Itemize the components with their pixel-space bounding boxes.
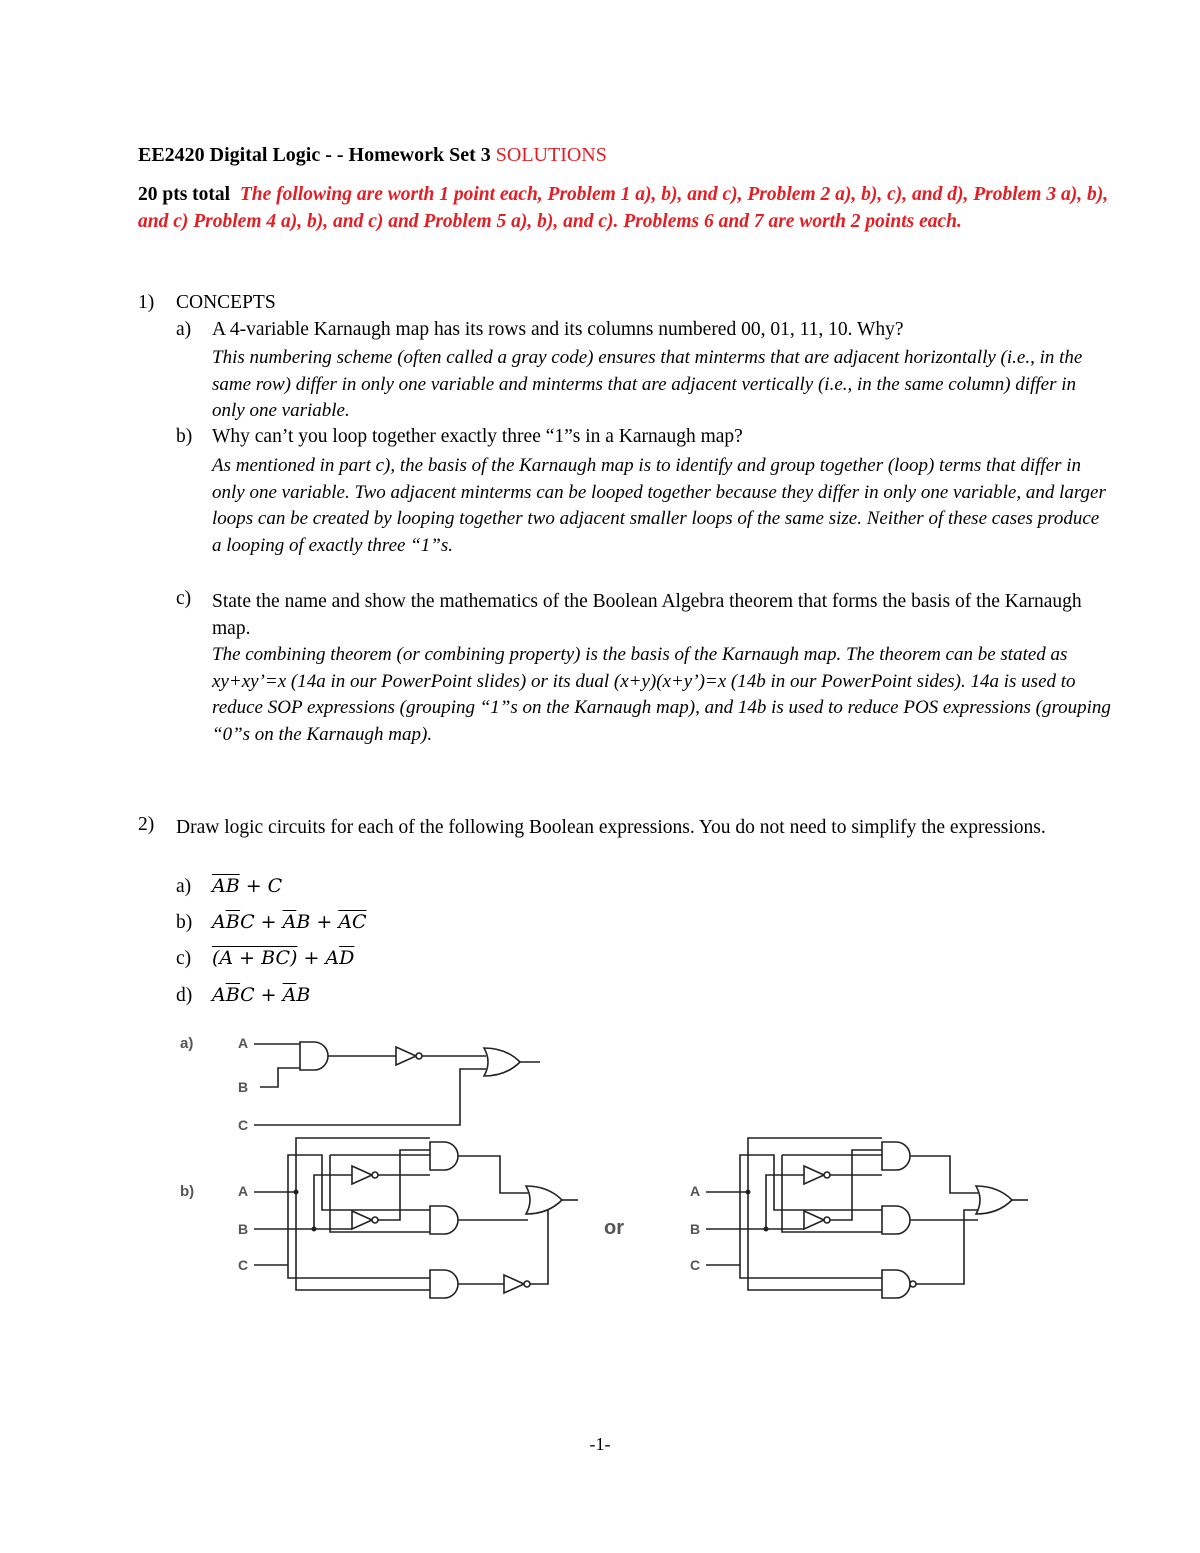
problem-1a-label: a)	[176, 319, 192, 340]
title-text: EE2420 Digital Logic - - Homework Set 3	[138, 144, 491, 166]
problem-2b-expression: $A\overline{B}C + \overline{A}B + \overline{AC}$	[212, 911, 367, 933]
problem-1a-question: A 4-variable Karnaugh map has its rows and its columns numbered 00, 01, 11, 10. Why?	[212, 319, 904, 340]
circuit-b-input-b: B	[238, 1221, 249, 1237]
circuit-a-or-gate	[484, 1048, 520, 1076]
circuit-b2-input-c: C	[690, 1257, 701, 1273]
points-detail: The following are worth 1 point each, Problem 1 a), b), and c), Problem 2 a), b), c), and d), Problem 3 a), b), and c) Problem 4 a), b), and c) and Problem 5 a), b), and c). Problems 6 and 7 are worth 2 points each.	[138, 184, 1109, 232]
problem-2-number: 2)	[138, 814, 155, 835]
problem-2a-expression: $\overline{AB} + C$	[212, 875, 283, 897]
circuit-a-input-c: C	[238, 1117, 249, 1133]
circuit-b2-nand	[882, 1270, 910, 1298]
circuit-b-inverter-2	[352, 1211, 378, 1229]
circuit-a-input-b: B	[238, 1079, 249, 1095]
problem-1b-label: b)	[176, 426, 193, 447]
circuit-b-and-3	[430, 1270, 458, 1298]
page-title	[138, 144, 607, 167]
problem-1-number: 1)	[138, 292, 155, 313]
circuit-b-and-1	[430, 1142, 458, 1170]
circuit-b-input-c: C	[238, 1257, 249, 1273]
problem-2d-expression: $A\overline{B}C + \overline{A}B$	[212, 984, 311, 1006]
circuit-b-input-a: A	[238, 1183, 249, 1199]
circuit-b-or-gate	[526, 1186, 562, 1214]
points-note	[138, 181, 1118, 235]
problem-2d-label: d)	[176, 985, 193, 1006]
problem-2b-label: b)	[176, 912, 193, 933]
circuit-b2-input-a: A	[690, 1183, 701, 1199]
problem-1a-answer: This numbering scheme (often called a gray code) ensures that minterms that are adjacent horizontally (i.e., in the same row) differ in only one variable and minterms that are adjacent vertically (i.e., in the same column) differ in only one variable.	[212, 347, 1083, 421]
circuit-b2-inverter-1	[804, 1166, 830, 1184]
problem-2-text: Draw logic circuits for each of the following Boolean expressions. You do not need to simplify the expressions.	[176, 817, 1046, 838]
problem-1b-answer: As mentioned in part c), the basis of the Karnaugh map is to identify and group together (loop) terms that differ in only one variable. Two adjacent minterms can be looped together because they differ in only one variable, and larger loops can be created by looping together two adjacent smaller loops of the same size. Neither of these cases produce a looping of exactly three “1”s.	[212, 455, 1106, 556]
circuit-a-and-gate	[300, 1042, 328, 1070]
solutions-label: SOLUTIONS	[495, 144, 607, 166]
circuit-b-left	[180, 1138, 578, 1298]
or-text: or	[604, 1217, 624, 1239]
circuit-b2-input-b: B	[690, 1221, 701, 1237]
problem-2a-label: a)	[176, 876, 192, 897]
page-number: -1-	[589, 1434, 611, 1454]
problem-2c-expression: $(A + BC) + A\overline{D}$	[212, 947, 355, 969]
circuit-b-and-2	[430, 1206, 458, 1234]
circuit-b-label: b)	[180, 1183, 195, 1200]
circuit-b-right	[690, 1138, 1028, 1298]
circuit-b-inverter-3	[504, 1275, 530, 1293]
problem-1b-question: Why can’t you loop together exactly three “1”s in a Karnaugh map?	[212, 426, 743, 447]
circuit-a-input-a: A	[238, 1035, 249, 1051]
problem-1c-label: c)	[176, 588, 192, 609]
circuit-a-label: a)	[180, 1035, 194, 1052]
problem-1c-answer: The combining theorem (or combining property) is the basis of the Karnaugh map. The theorem can be stated as xy+xy’=x (14a in our PowerPoint slides) or its dual (x+y)(x+y’)=x (14b in our PowerPoint sides). 14a is used to reduce SOP expressions (grouping “1”s on the Karnaugh map), and 14b is used to reduce POS expressions (grouping “0”s on the Karnaugh map).	[212, 644, 1111, 745]
circuit-b2-and-1	[882, 1142, 910, 1170]
circuit-a	[180, 1035, 540, 1133]
problem-1c-question: State the name and show the mathematics of the Boolean Algebra theorem that forms the basis of the Karnaugh map.	[212, 591, 1082, 639]
circuit-b2-or-gate	[976, 1186, 1012, 1214]
problem-1-title: CONCEPTS	[176, 292, 276, 313]
circuit-a-inverter	[396, 1047, 422, 1065]
circuit-b-inverter-1	[352, 1166, 378, 1184]
points-lead: 20 pts total	[138, 184, 231, 205]
circuit-b2-inverter-2	[804, 1211, 830, 1229]
problem-2c-label: c)	[176, 948, 192, 969]
circuit-diagrams	[0, 1020, 1200, 1310]
circuit-b2-and-2	[882, 1206, 910, 1234]
